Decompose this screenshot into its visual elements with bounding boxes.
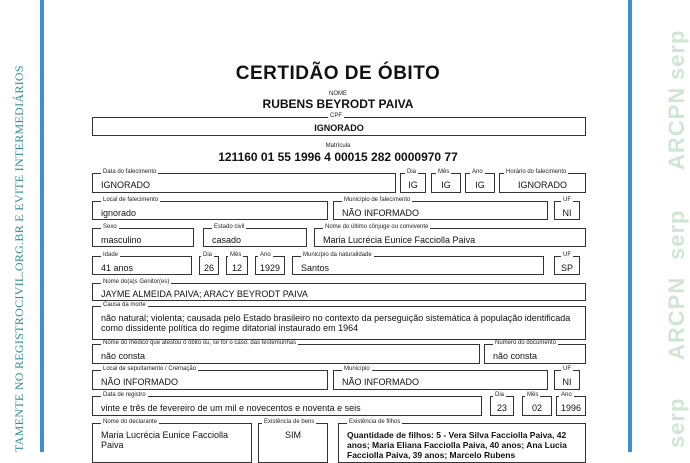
death-month-field — [431, 169, 461, 193]
death-state-field — [554, 197, 580, 220]
age-label: Idade — [103, 252, 119, 258]
death-time-label: Horário do falecimento — [506, 169, 567, 175]
registration-date-value: vinte e três de fevereiro de um mil e novecentos e noventa e seis — [101, 403, 361, 413]
civil-status-value: casado — [212, 235, 242, 245]
spouse-value: Maria Lucrécia Eunice Facciolla Paiva — [323, 235, 476, 245]
burial-place-value: NÃO INFORMADO — [101, 377, 179, 387]
declarant-value: Maria Lucrécia Eunice Facciolla Paiva — [101, 430, 229, 450]
watermark-arcpn-logo: ARCPN — [664, 86, 689, 170]
death-month-value: IG — [441, 180, 451, 190]
spouse-field — [314, 224, 586, 247]
birth-day-label: Dia — [203, 252, 213, 258]
burial-state-value: NI — [562, 377, 572, 387]
cpf-value: IGNORADO — [314, 123, 364, 133]
death-year-value: IG — [475, 180, 485, 190]
declarant-label: Nome do declarante — [103, 419, 158, 425]
death-date-value: IGNORADO — [101, 180, 151, 190]
assets-value: SIM — [284, 430, 301, 440]
death-month-label: Mês — [438, 169, 450, 175]
registration-year-label: Ano — [561, 392, 572, 398]
civil-status-field — [203, 224, 307, 247]
cause-of-death-field — [92, 302, 586, 340]
sex-field — [92, 224, 194, 247]
assets-field — [258, 419, 328, 463]
birth-year-label: Ano — [260, 252, 271, 258]
death-date-label: Data do falecimento — [103, 169, 157, 175]
burial-state-label: UF — [563, 366, 571, 372]
children-label: Existência de filhos — [349, 419, 401, 425]
children-field — [338, 419, 586, 463]
physician-field — [92, 340, 480, 364]
birth-day-value: 26 — [203, 263, 214, 273]
birth-month-label: Mês — [230, 252, 242, 258]
registration-year-field — [556, 392, 586, 416]
document-number-field — [484, 340, 586, 364]
burial-municipality-field — [333, 366, 548, 390]
cpf-field — [92, 113, 586, 136]
death-state-value: NI — [562, 208, 572, 218]
burial-place-label: Local de sepultamento / Cremação — [103, 366, 197, 372]
age-value: 41 anos — [101, 263, 134, 273]
registration-month-value: 02 — [531, 403, 542, 413]
age-field — [92, 252, 192, 275]
death-place-field — [92, 197, 328, 220]
death-day-label: Dia — [407, 169, 417, 175]
burial-municipality-value: NÃO INFORMADO — [342, 377, 420, 387]
birth-state-field — [554, 252, 580, 275]
watermark-serp-logo: serp — [664, 29, 689, 80]
death-time-value: IGNORADO — [517, 180, 567, 190]
birth-year-field — [255, 252, 285, 275]
left-margin-strip — [0, 0, 42, 452]
watermark-serp-logo: serp — [664, 397, 689, 448]
birth-month-value: 12 — [231, 263, 242, 273]
registration-day-field — [490, 392, 514, 416]
assets-label: Existência de bens — [264, 419, 315, 425]
birthplace-value: Santos — [301, 263, 330, 273]
right-watermark-strip — [628, 0, 689, 452]
registration-day-label: Dia — [495, 392, 505, 398]
birthplace-label: Município da naturalidade — [303, 252, 372, 258]
sex-value: masculino — [101, 235, 142, 245]
parents-label: Nome do(a)s Genitor(es) — [103, 279, 170, 285]
cause-of-death-value: não natural; violenta; causada pelo Estado brasileiro no contexto da perseguição sistemática à população identificada como dissidente política do regime ditatorial instaurado em 1964 — [101, 313, 571, 333]
children-value: Quantidade de filhos: 5 - Vera Silva Facciolla Paiva, 42 anos; Maria Eliana Facciolla Paiva, 40 anos; Ana Lucia Facciolla Paiva, 39 anos; Marcelo Rubens — [347, 430, 567, 460]
right-border-line — [628, 0, 632, 452]
registration-number: 121160 01 55 1996 4 00015 282 0000970 77 — [218, 150, 458, 164]
declarant-field — [92, 419, 252, 463]
registration-day-value: 23 — [496, 403, 507, 413]
burial-municipality-label: Município — [344, 366, 370, 372]
death-municipality-value: NÃO INFORMADO — [342, 208, 420, 218]
left-border-line — [40, 0, 44, 452]
death-year-label: Ano — [472, 169, 483, 175]
document-number-label: Número do documento — [495, 340, 557, 346]
registration-date-label: Data de registro — [103, 392, 146, 398]
death-municipality-label: Município de falecimento — [344, 197, 411, 203]
registration-month-label: Mês — [527, 392, 539, 398]
watermark-arcpn-logo: ARCPN — [664, 276, 689, 360]
document-number-value: não consta — [493, 351, 538, 361]
death-time-field — [499, 169, 586, 193]
registration-month-field — [522, 392, 552, 416]
birth-day-field — [199, 252, 219, 275]
registration-number-label: Matrícula — [325, 143, 351, 149]
physician-label: Nome do médico que atestou o óbito ou, se for o caso, das testemunhas — [103, 340, 297, 346]
burial-state-field — [554, 366, 580, 390]
cause-of-death-label: Causa da morte — [103, 302, 146, 308]
birth-state-value: SP — [560, 263, 573, 273]
cpf-label: CPF — [330, 113, 342, 119]
physician-value: não consta — [101, 351, 146, 361]
deceased-name: RUBENS BEYRODT PAIVA — [262, 97, 414, 111]
watermark-serp-logo: serp — [664, 209, 689, 260]
death-place-value: ignorado — [101, 208, 137, 218]
parents-field — [92, 279, 586, 301]
death-day-value: IG — [408, 180, 418, 190]
civil-status-label: Estado civil — [214, 224, 245, 230]
death-day-field — [400, 169, 426, 193]
burial-place-field — [92, 366, 328, 390]
death-date-field — [92, 169, 396, 193]
name-label: NOME — [329, 91, 347, 97]
registration-date-field — [92, 392, 482, 416]
parents-value: JAYME ALMEIDA PAIVA; ARACY BEYRODT PAIVA — [101, 289, 308, 299]
death-place-label: Local de falecimento — [103, 197, 159, 203]
death-year-field — [465, 169, 495, 193]
document-title: CERTIDÃO DE ÓBITO — [235, 63, 441, 84]
death-state-label: UF — [563, 197, 571, 203]
sex-label: Sexo — [103, 224, 117, 230]
birth-state-label: UF — [563, 252, 571, 258]
registration-year-value: 1996 — [560, 403, 582, 413]
birthplace-field — [292, 252, 544, 275]
spouse-label: Nome do último cônjuge ou convivente — [325, 224, 429, 230]
vertical-notice-text: TAMENTE NO REGISTROCIVIL.ORG.BR E EVITE INTERMEDIÁRIOS — [12, 65, 26, 452]
birth-year-value: 1929 — [259, 263, 281, 273]
death-municipality-field — [333, 197, 548, 220]
birth-month-field — [226, 252, 248, 275]
